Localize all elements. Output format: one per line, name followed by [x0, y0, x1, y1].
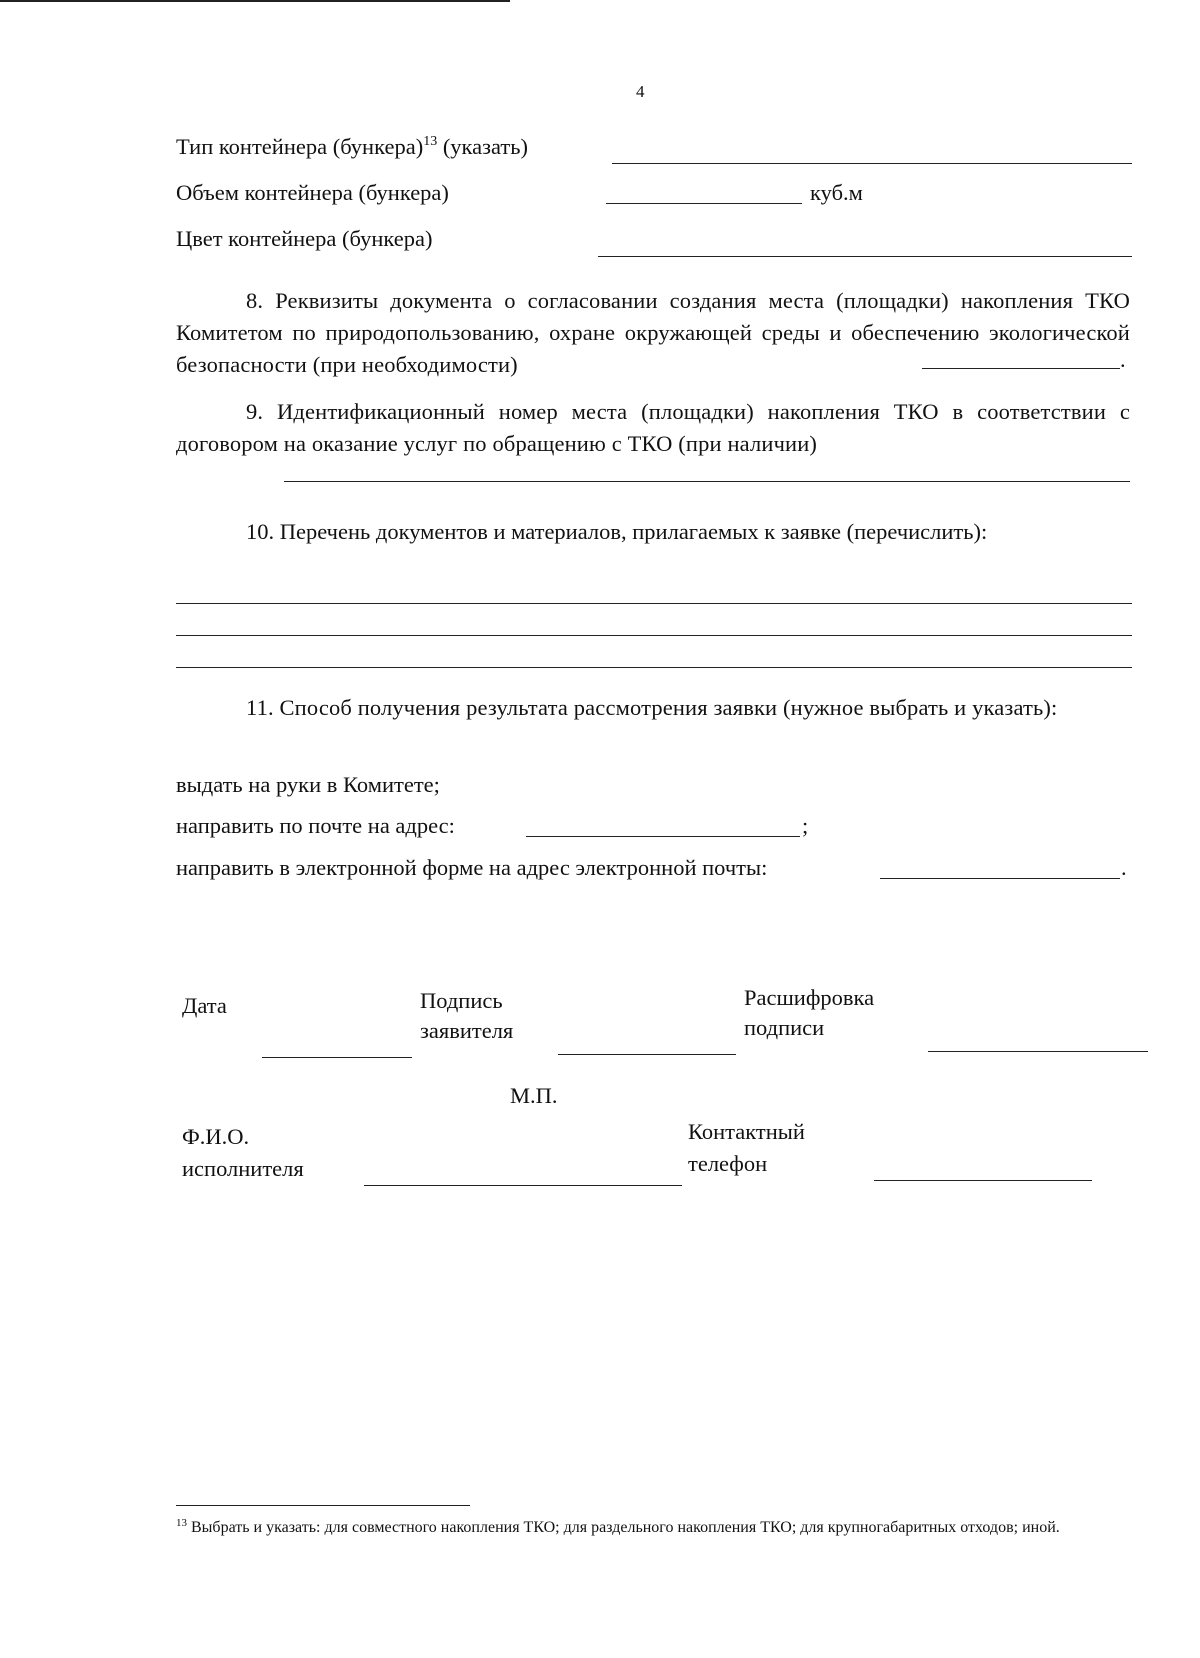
post-address-field[interactable] — [526, 836, 800, 837]
item-9 — [176, 396, 1130, 460]
footnote-separator — [176, 1505, 470, 1506]
signature-decode-label — [744, 983, 874, 1043]
footnote-text: Выбрать и указать: для совместного накопления ТКО; для раздельного накопления ТКО; для крупногабаритных отходов; иной. — [191, 1519, 1060, 1536]
item-9-field[interactable] — [284, 481, 1130, 482]
decode-label-line1: Расшифровка — [744, 985, 875, 1010]
footnote-mark: 13 — [176, 1517, 187, 1529]
stamp-place: М.П. — [510, 1083, 558, 1108]
executor-label-line1: Ф.И.О. — [182, 1124, 250, 1149]
footnote-ref-13: 13 — [423, 134, 438, 149]
signature-field[interactable] — [558, 1054, 736, 1055]
signature-label — [420, 986, 513, 1046]
executor-name-field[interactable] — [364, 1185, 682, 1186]
item-11-text: 11. Способ получения результата рассмотрения заявки (нужное выбрать и указать): — [246, 695, 1058, 720]
option-email-end: . — [1121, 855, 1127, 880]
volume-unit: куб.м — [810, 180, 863, 205]
footnote — [176, 1516, 1132, 1540]
signature-label-line1: Подпись — [420, 988, 503, 1013]
top-edge-line — [0, 0, 510, 2]
contact-phone-label — [688, 1116, 805, 1180]
container-type-suffix: (указать) — [437, 134, 529, 159]
item-10-line-3[interactable] — [176, 667, 1132, 668]
container-type-field[interactable] — [612, 163, 1132, 164]
date-label: Дата — [182, 993, 227, 1018]
item-8 — [176, 285, 1130, 381]
phone-label-line1: Контактный — [688, 1119, 805, 1144]
option-email: направить в электронной форме на адрес электронной почты: — [176, 855, 768, 880]
container-type-label — [176, 131, 528, 163]
container-volume-field[interactable] — [606, 203, 802, 204]
signature-label-line2: заявителя — [420, 1018, 514, 1043]
option-post: направить по почте на адрес: — [176, 813, 455, 838]
executor-label-line2: исполнителя — [182, 1156, 304, 1181]
item-8-field[interactable] — [922, 368, 1120, 369]
item-10-line-2[interactable] — [176, 635, 1132, 636]
email-address-field[interactable] — [880, 878, 1120, 879]
container-volume-label: Объем контейнера (бункера) — [176, 180, 449, 205]
item-8-text: 8. Реквизиты документа о согласовании создания места (площадки) накопления ТКО Комитетом по природопользованию, охране окружающей среды и обеспечению экологической безопасности (при необходимости) — [176, 288, 1130, 377]
container-color-label: Цвет контейнера (бункера) — [176, 226, 433, 251]
container-color-field[interactable] — [598, 256, 1132, 257]
item-10-text: 10. Перечень документов и материалов, прилагаемых к заявке (перечислить): — [246, 519, 988, 544]
item-10-line-1[interactable] — [176, 603, 1132, 604]
option-hand-delivery: выдать на руки в Комитете; — [176, 772, 440, 797]
item-9-text: 9. Идентификационный номер места (площадки) накопления ТКО в соответствии с договором на оказание услуг по обращению с ТКО (при наличии) — [176, 399, 1130, 456]
container-type-text: Тип контейнера (бункера) — [176, 134, 424, 159]
page-number: 4 — [636, 82, 645, 101]
option-post-end: ; — [802, 813, 809, 838]
signature-decode-field[interactable] — [928, 1051, 1148, 1052]
phone-label-line2: телефон — [688, 1151, 768, 1176]
executor-name-label — [182, 1121, 304, 1185]
item-11 — [176, 692, 1130, 724]
contact-phone-field[interactable] — [874, 1180, 1092, 1181]
decode-label-line2: подписи — [744, 1015, 825, 1040]
item-8-end: . — [1120, 347, 1126, 372]
date-field[interactable] — [262, 1057, 412, 1058]
